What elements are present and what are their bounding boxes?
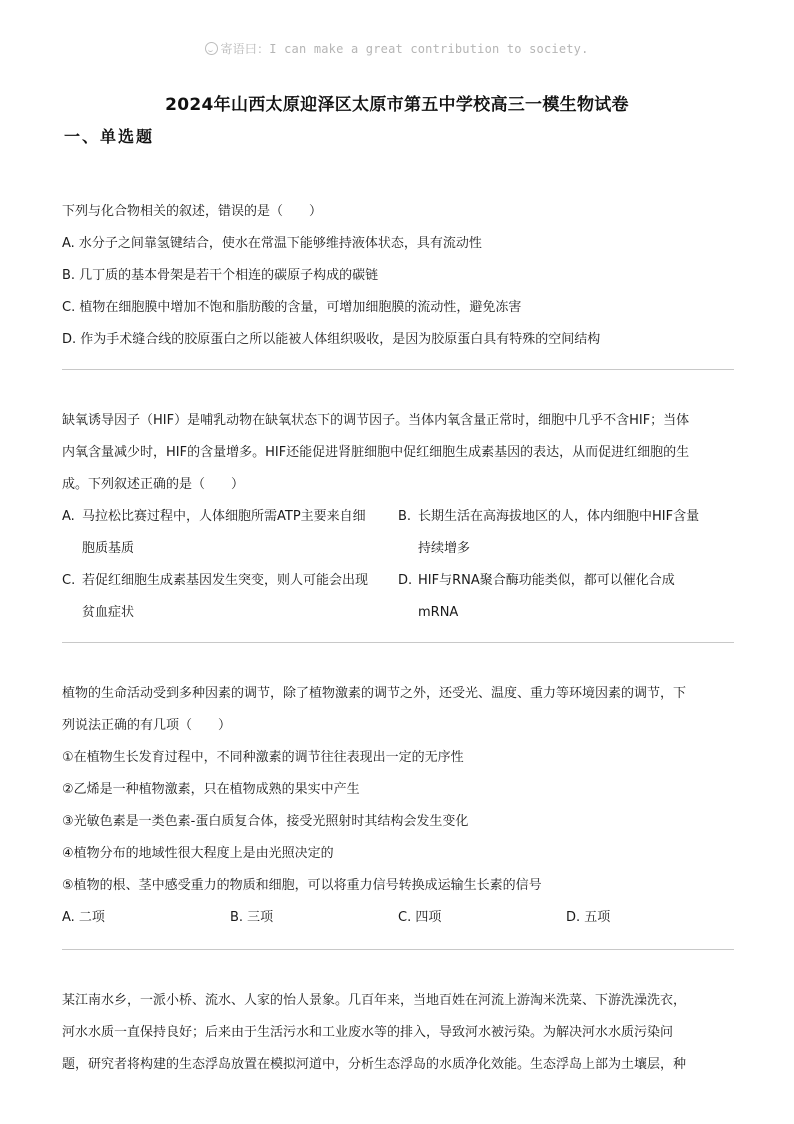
option-d: D. 作为手术缝合线的胶原蛋白之所以能被人体组织吸收，是因为胶原蛋白具有特殊的空间结构	[62, 332, 601, 347]
question-stem-line: 某江南水乡，一派小桥、流水、人家的怡人景象。几百年来，当地百姓在河流上游淘米洗菜、下游洗澡洗衣，	[62, 993, 687, 1008]
question-stem-line: 河水水质一直保持良好；后来由于生活污水和工业废水等的排入，导致河水被污染。为解决河水水质污染问	[62, 1025, 674, 1040]
option-d: D. 五项	[566, 910, 611, 925]
option-text: 胞质基质	[82, 541, 135, 556]
statement-4: ④植物分布的地域性很大程度上是由光照决定的	[62, 846, 334, 861]
option-a	[62, 501, 398, 565]
statement-5: ⑤植物的根、茎中感受重力的物质和细胞，可以将重力信号转换成运输生长素的信号	[62, 878, 542, 893]
option-label: D.	[398, 573, 413, 588]
option-text: 若促红细胞生成素基因发生突变，则人可能会出现	[82, 573, 369, 588]
smiley-icon	[205, 42, 218, 55]
question-stem-line: 列说法正确的有几项（ ）	[62, 718, 232, 733]
option-b: B. 三项	[230, 910, 274, 925]
question-stem: 下列与化合物相关的叙述，错误的是（ ）	[62, 204, 323, 219]
option-b: B. 几丁质的基本骨架是若干个相连的碳原子构成的碳链	[62, 268, 379, 283]
options-row	[62, 501, 734, 565]
question-3	[62, 678, 734, 934]
statement-2: ②乙烯是一种植物激素，只在植物成熟的果实中产生	[62, 782, 360, 797]
option-c	[62, 565, 398, 629]
exam-title: 2024年山西太原迎泽区太原市第五中学校高三一模生物试卷	[165, 95, 629, 115]
option-label: C.	[62, 573, 76, 588]
statement-3: ③光敏色素是一类色素-蛋白质复合体，接受光照射时其结构会发生变化	[62, 814, 469, 829]
option-c: C. 植物在细胞膜中增加不饱和脂肪酸的含量，可增加细胞膜的流动性，避免冻害	[62, 300, 522, 315]
motto-text: 寄语曰：I can make a great contribution to society.	[220, 42, 589, 56]
question-1	[62, 196, 734, 356]
option-text: 持续增多	[418, 541, 471, 556]
option-label: A.	[62, 509, 75, 524]
options-row	[62, 902, 734, 934]
option-text: mRNA	[418, 605, 459, 620]
option-text: HIF与RNA聚合酶功能类似，都可以催化合成	[418, 573, 675, 588]
option-c: C. 四项	[398, 910, 442, 925]
option-label: B.	[398, 509, 412, 524]
option-b	[398, 501, 734, 565]
option-a: A. 二项	[62, 910, 105, 925]
option-d	[398, 565, 734, 629]
question-divider	[62, 369, 734, 370]
question-divider	[62, 642, 734, 643]
option-text: 贫血症状	[82, 605, 135, 620]
option-a: A. 水分子之间靠氢键结合，使水在常温下能够维持液体状态，具有流动性	[62, 236, 482, 251]
option-text: 长期生活在高海拔地区的人，体内细胞中HIF含量	[418, 509, 700, 524]
question-4	[62, 985, 734, 1081]
options-row	[62, 565, 734, 629]
question-stem-line: 植物的生命活动受到多种因素的调节，除了植物激素的调节之外，还受光、温度、重力等环境因素的调节，下	[62, 686, 687, 701]
question-stem-line: 成。下列叙述正确的是（ ）	[62, 477, 245, 492]
question-2	[62, 405, 734, 629]
question-stem-line: 缺氧诱导因子（HIF）是哺乳动物在缺氧状态下的调节因子。当体内氧含量正常时，细胞中几乎不含HIF；当体	[62, 413, 690, 428]
section-heading: 一、单选题	[64, 127, 155, 146]
question-divider	[62, 949, 734, 950]
question-stem-line: 内氧含量减少时，HIF的含量增多。HIF还能促进肾脏细胞中促红细胞生成素基因的表达，从而促进红细胞的生	[62, 445, 690, 460]
statement-1: ①在植物生长发育过程中，不同种激素的调节往往表现出一定的无序性	[62, 750, 464, 765]
page-header-motto	[0, 40, 794, 57]
question-stem-line: 题，研究者将构建的生态浮岛放置在模拟河道中，分析生态浮岛的水质净化效能。生态浮岛上部为土壤层，种	[62, 1057, 687, 1072]
option-text: 马拉松比赛过程中，人体细胞所需ATP主要来自细	[82, 509, 366, 524]
